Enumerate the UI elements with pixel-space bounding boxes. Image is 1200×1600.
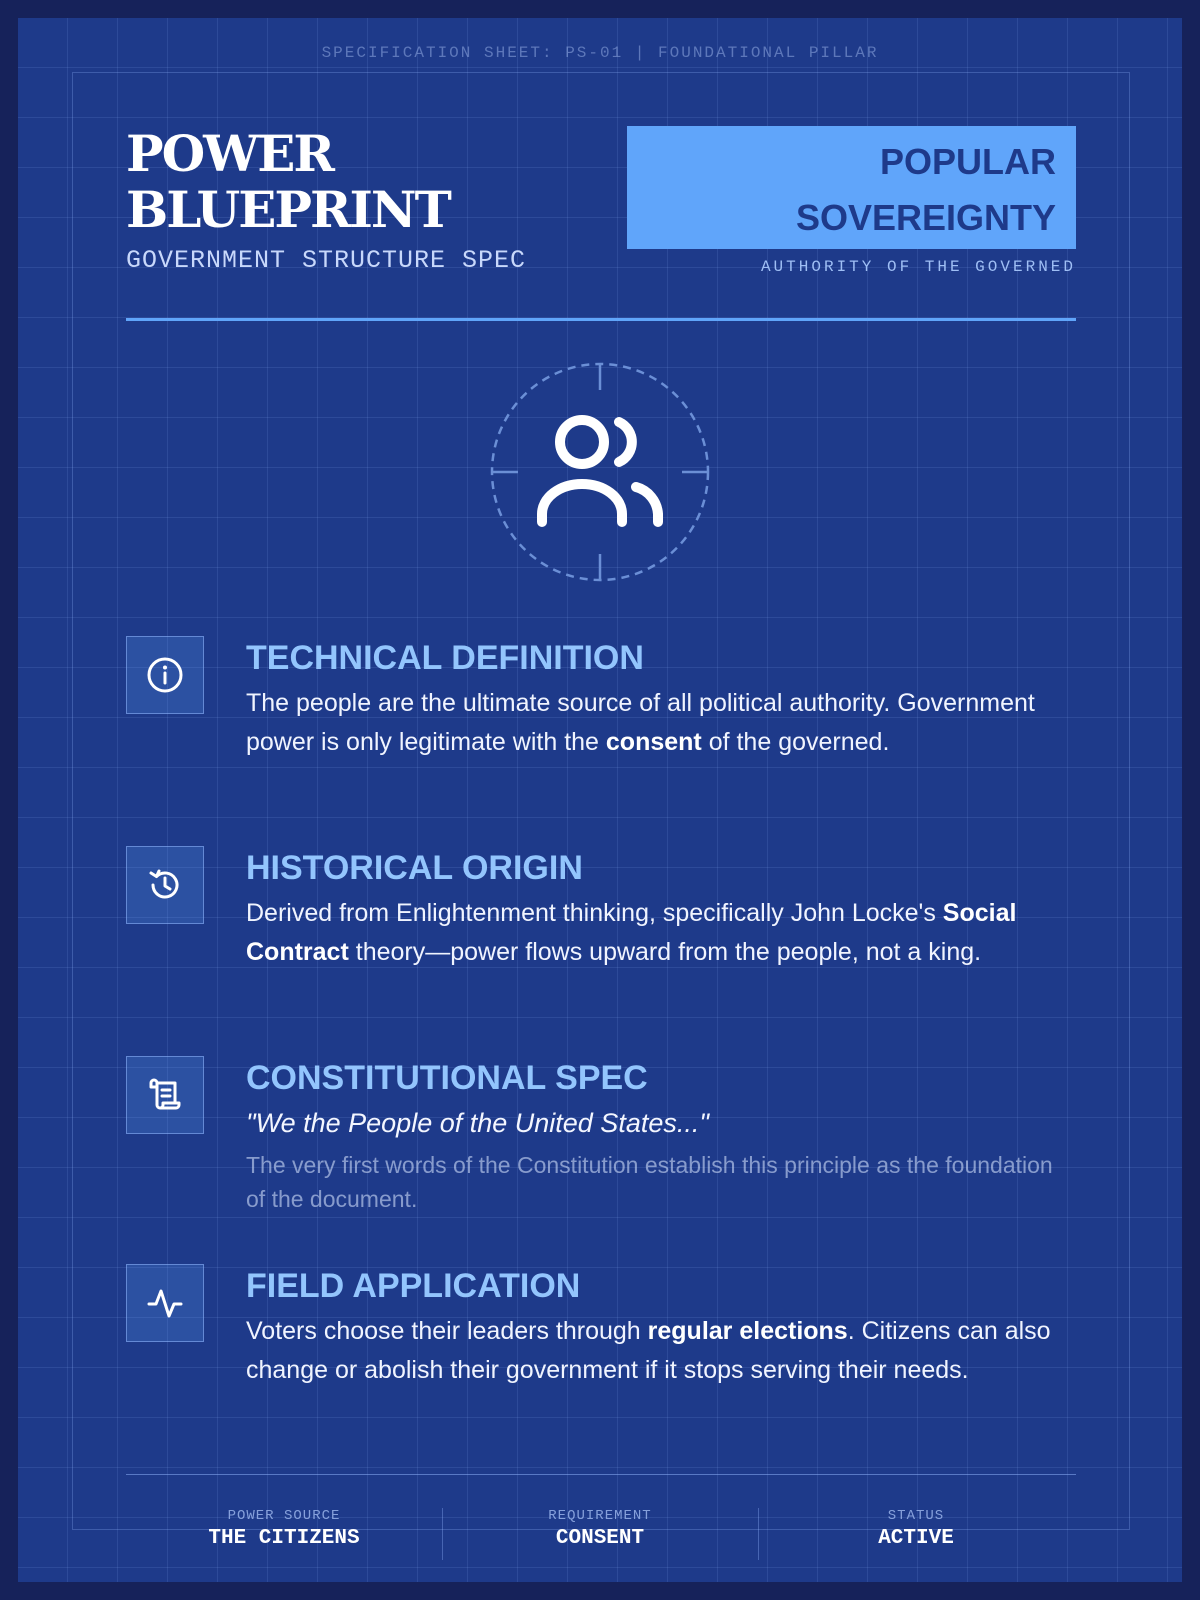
concept-badge bbox=[627, 126, 1076, 249]
footer-requirement bbox=[442, 1508, 758, 1550]
footer-power-source bbox=[126, 1508, 442, 1550]
blueprint-sheet bbox=[18, 18, 1182, 1582]
scroll-icon bbox=[126, 1056, 204, 1134]
footer-value: CONSENT bbox=[555, 1527, 645, 1550]
bold-term: consent bbox=[605, 728, 702, 756]
section-note: The very first words of the Constitution establish this principle as the foundation of the document. bbox=[246, 1152, 1053, 1212]
badge-line-2: SOVEREIGNTY bbox=[795, 197, 1056, 238]
badge-line-1: POPULAR bbox=[879, 141, 1056, 182]
page-subtitle: GOVERNMENT STRUCTURE SPEC bbox=[126, 246, 527, 275]
section-title: CONSTITUTIONAL SPEC bbox=[246, 1059, 648, 1097]
info-icon bbox=[126, 636, 204, 714]
page-title bbox=[126, 126, 450, 238]
footer-label: REQUIREMENT bbox=[548, 1508, 652, 1524]
bold-term: regular elections bbox=[647, 1317, 848, 1345]
spec-sheet-line: SPECIFICATION SHEET: PS-01 | FOUNDATIONAL PILLAR bbox=[321, 44, 879, 62]
title-line-1: POWER bbox=[126, 124, 333, 183]
bold-term: Social Contract bbox=[246, 899, 1017, 966]
badge-subtitle: AUTHORITY OF THE GOVERNED bbox=[760, 258, 1076, 276]
footer-status bbox=[758, 1508, 1074, 1550]
activity-icon bbox=[126, 1264, 204, 1342]
footer-label: POWER SOURCE bbox=[227, 1508, 341, 1524]
emblem bbox=[490, 362, 710, 582]
footer-value: ACTIVE bbox=[878, 1527, 954, 1550]
people-icon bbox=[490, 362, 710, 582]
footer-divider bbox=[126, 1474, 1076, 1475]
constitution-quote: "We the People of the United States..." bbox=[246, 1108, 709, 1138]
section-title: TECHNICAL DEFINITION bbox=[246, 639, 644, 677]
title-line-2: BLUEPRINT bbox=[126, 180, 450, 239]
footer-value: THE CITIZENS bbox=[208, 1527, 360, 1550]
section-title: FIELD APPLICATION bbox=[246, 1267, 581, 1305]
section-title: HISTORICAL ORIGIN bbox=[246, 849, 583, 887]
history-icon bbox=[126, 846, 204, 924]
section-text: The people are the ultimate source of all political authority. Government power is only legitimate with the consent of the governed. bbox=[246, 689, 1035, 756]
header-divider bbox=[126, 318, 1076, 321]
section-text: Derived from Enlightenment thinking, specifically John Locke's Social Contract theory—power flows upward from the people, not a king. bbox=[246, 899, 1017, 966]
footer-label: STATUS bbox=[887, 1508, 945, 1524]
section-text: Voters choose their leaders through regular elections. Citizens can also change or abolish their government if it stops serving their needs. bbox=[246, 1317, 1051, 1384]
